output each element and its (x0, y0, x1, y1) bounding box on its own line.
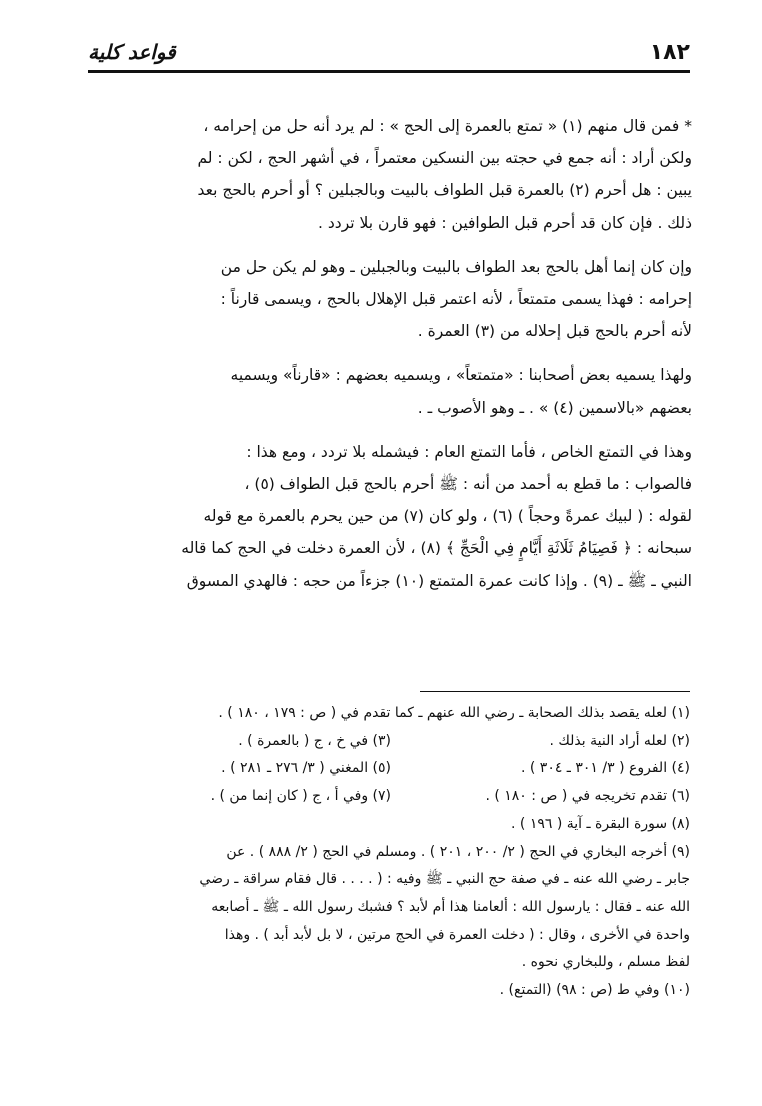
paragraph-4 (90, 436, 692, 597)
text-line: سبحانه : ﴿ فَصِيَامُ ثَلَاثَةِ أَيَّامٍ فِي الْحَجِّ ﴾ (٨) ، لأن العمرة دخلت في الحج كما قاله (181, 539, 692, 558)
page-number: ١٨٢ (649, 39, 690, 65)
footnote-row (92, 783, 690, 811)
footnote-7: (٧) وفي أ ، ج ( كان إنما من ) . (210, 788, 391, 805)
footnote-10: (١٠) وفي ط (ص : ٩٨) (التمتع) . (499, 982, 690, 999)
text-line: لقوله : ( لبيك عمرةً وحجاً ) (٦) ، ولو كان (٧) من حين يحرم بالعمرة مع قوله (203, 507, 692, 526)
footnote-line: واحدة في الأخرى ، وقال : ( دخلت العمرة في الحج مرتين ، لا بل لأبد أبد ) . وهذا (224, 926, 690, 943)
footnote-3: (٣) في خ ، ج ( بالعمرة ) . (238, 732, 391, 749)
text-line: إحرامه : فهذا يسمى متمتعاً ، لأنه اعتمر قبل الإهلال بالحج ، ويسمى قارناً : (220, 290, 692, 309)
running-title: قواعد كلية (88, 40, 176, 64)
text-line: * فمن قال منهم (١) « تمتع بالعمرة إلى الحج » : لم يرد أنه حل من إحرامه ، (203, 117, 692, 135)
footnote-4: (٤) الفروع ( ٣/ ٣٠١ ـ ٣٠٤ ) . (520, 760, 690, 777)
paragraph-3 (90, 359, 692, 423)
paragraph-2 (90, 251, 692, 348)
footnote-line: (٩) أخرجه البخاري في الحج ( ٢/ ٢٠٠ ، ٢٠١ ) . ومسلم في الحج ( ٢/ ٨٨٨ ) . عن (226, 843, 690, 860)
footnote-line: جابر ـ رضي الله عنه ـ في صفة حج النبي ـ ﷺ وفيه : ( . . . . قال فقام سراقة ـ رضي (199, 871, 690, 888)
footnote-line: الله عنه ـ فقال : يارسول الله : ألعامنا هذا أم لأبد ؟ فشبك رسول الله ـ ﷺ ـ أصابعه (211, 898, 690, 915)
text-line: يبين : هل أحرم (٢) بالعمرة قبل الطواف بالبيت وبالجبلين ؟ أو أحرم بالحج بعد (197, 181, 692, 200)
text-line: النبي ـ ﷺ ـ (٩) . وإذا كانت عمرة المتمتع (١٠) جزءاً من حجه : فالهدي المسوق (186, 571, 692, 590)
footnote-row (92, 755, 690, 783)
footnote-5: (٥) المغني ( ٣/ ٢٧٦ ـ ٢٨١ ) . (221, 760, 391, 777)
text-line: ذلك . فإن كان قد أحرم قبل الطوافين : فهو قارن بلا تردد . (318, 213, 692, 232)
text-line: ولهذا يسميه بعض أصحابنا : «متمتعاً» ، ويسميه بعضهم : «قارناً» ويسميه (230, 366, 692, 385)
text-line: بعضهم «بالاسمين (٤) » . ـ وهو الأصوب ـ . (417, 398, 692, 417)
footnote-8: (٨) سورة البقرة ـ آية ( ١٩٦ ) . (511, 815, 690, 832)
footnote-line: لفظ مسلم ، وللبخاري نحوه . (521, 954, 690, 971)
footnote-separator (420, 691, 690, 692)
text-line: فالصواب : ما قطع به أحمد من أنه : ﷺ أحرم بالحج قبل الطواف (٥) ، (244, 475, 692, 494)
paragraph-1 (90, 110, 692, 239)
text-line: لأنه أحرم بالحج قبل إحلاله من (٣) العمرة . (417, 322, 692, 341)
footnote-6: (٦) تقدم تخريجه في ( ص : ١٨٠ ) . (485, 788, 690, 805)
footnotes (92, 700, 690, 1005)
footnote-9 (92, 839, 690, 978)
text-line: ولكن أراد : أنه جمع في حجته بين النسكين معتمراً ، في أشهر الحج ، لكن : لم (197, 149, 692, 168)
text-line: وإن كان إنما أهل بالحج بعد الطواف بالبيت وبالجبلين ـ وهو لم يكن حل من (220, 257, 692, 276)
text-line: وهذا في التمتع الخاص ، فأما التمتع العام : فيشمله بلا تردد ، ومع هذا : (246, 442, 692, 461)
footnote-2: (٢) لعله أراد النية بذلك . (549, 732, 690, 749)
running-header (88, 34, 690, 73)
footnote-row (92, 728, 690, 756)
footnote-1: (١) لعله يقصد بذلك الصحابة ـ رضي الله عنهم ـ كما تقدم في ( ص : ١٧٩ ، ١٨٠ ) . (218, 705, 690, 721)
main-text (90, 110, 692, 609)
